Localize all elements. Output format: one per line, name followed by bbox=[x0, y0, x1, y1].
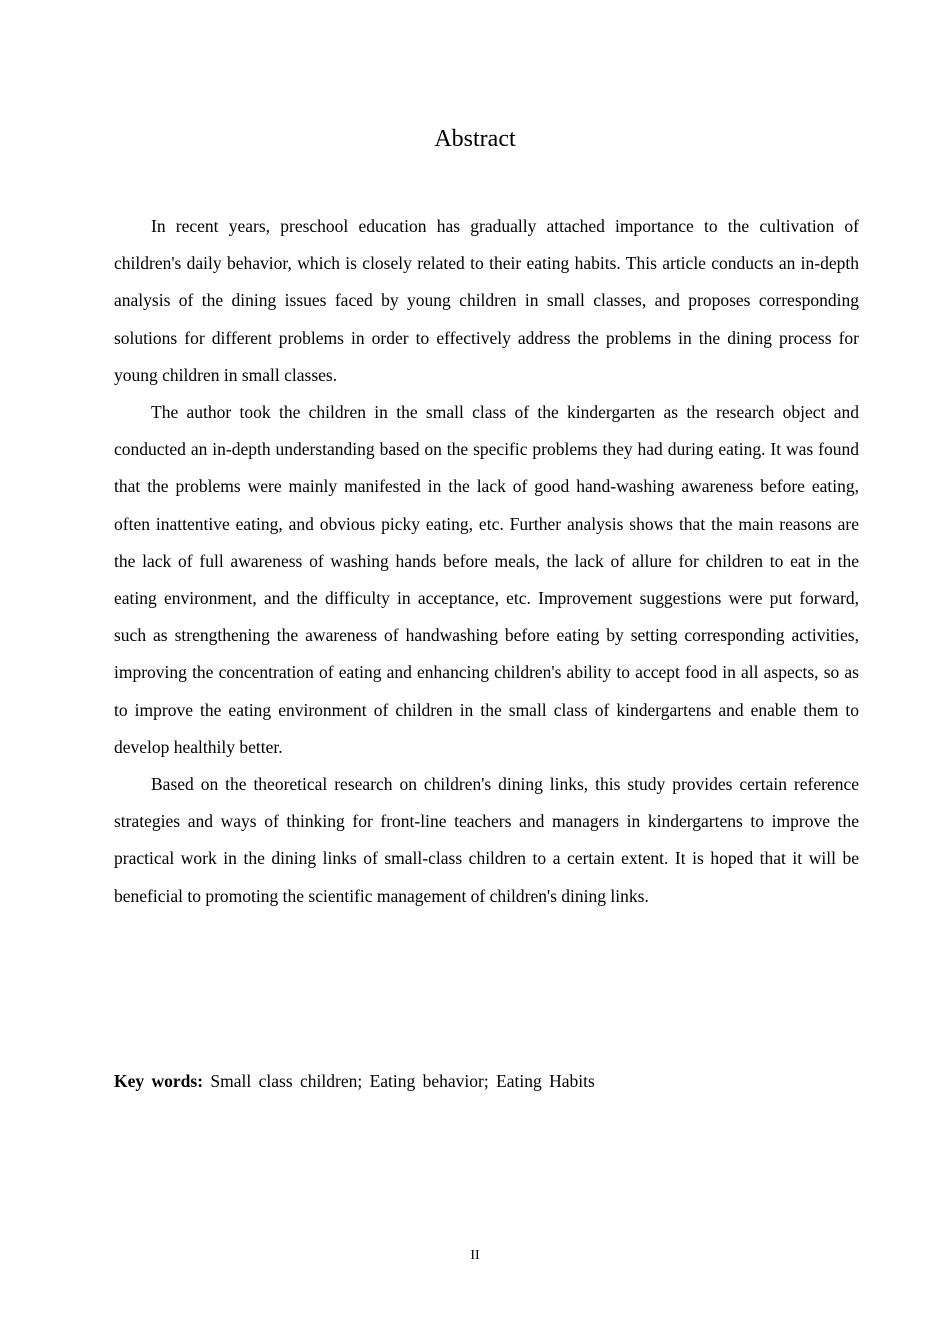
page-number: II bbox=[470, 1248, 480, 1263]
keywords-line bbox=[114, 1066, 859, 1096]
abstract-body bbox=[114, 208, 859, 915]
abstract-paragraph-2: The author took the children in the small class of the kindergarten as the research object and conducted an in-depth understanding based on the specific problems they had during eating. It was found that the problems were mainly manifested in the lack of good hand-washing awareness before eating, often inattentive eating, and obvious picky eating, etc. Further analysis shows that the main reasons are the lack of full awareness of washing hands before meals, the lack of allure for children to eat in the eating environment, and the difficulty in acceptance, etc. Improvement suggestions were put forward, such as strengthening the awareness of handwashing before eating by setting corresponding activities, improving the concentration of eating and enhancing children's ability to accept food in all aspects, so as to improve the eating environment of children in the small class of kindergartens and enable them to develop healthily better. bbox=[114, 402, 859, 757]
abstract-paragraph-1: In recent years, preschool education has gradually attached importance to the cultivation of children's daily behavior, which is closely related to their eating habits. This article conducts an in-depth analysis of the dining issues faced by young children in small classes, and proposes corresponding solutions for different problems in order to effectively address the problems in the dining process for young children in small classes. bbox=[114, 216, 859, 385]
keywords-value: Small class children; Eating behavior; Eating Habits bbox=[210, 1071, 595, 1091]
abstract-paragraph-3: Based on the theoretical research on children's dining links, this study provides certain reference strategies and ways of thinking for front-line teachers and managers in kindergartens to improve the practical work in the dining links of small-class children to a certain extent. It is hoped that it will be beneficial to promoting the scientific management of children's dining links. bbox=[114, 774, 859, 906]
abstract-title: Abstract bbox=[434, 126, 516, 152]
keywords-label: Key words: bbox=[114, 1071, 204, 1091]
